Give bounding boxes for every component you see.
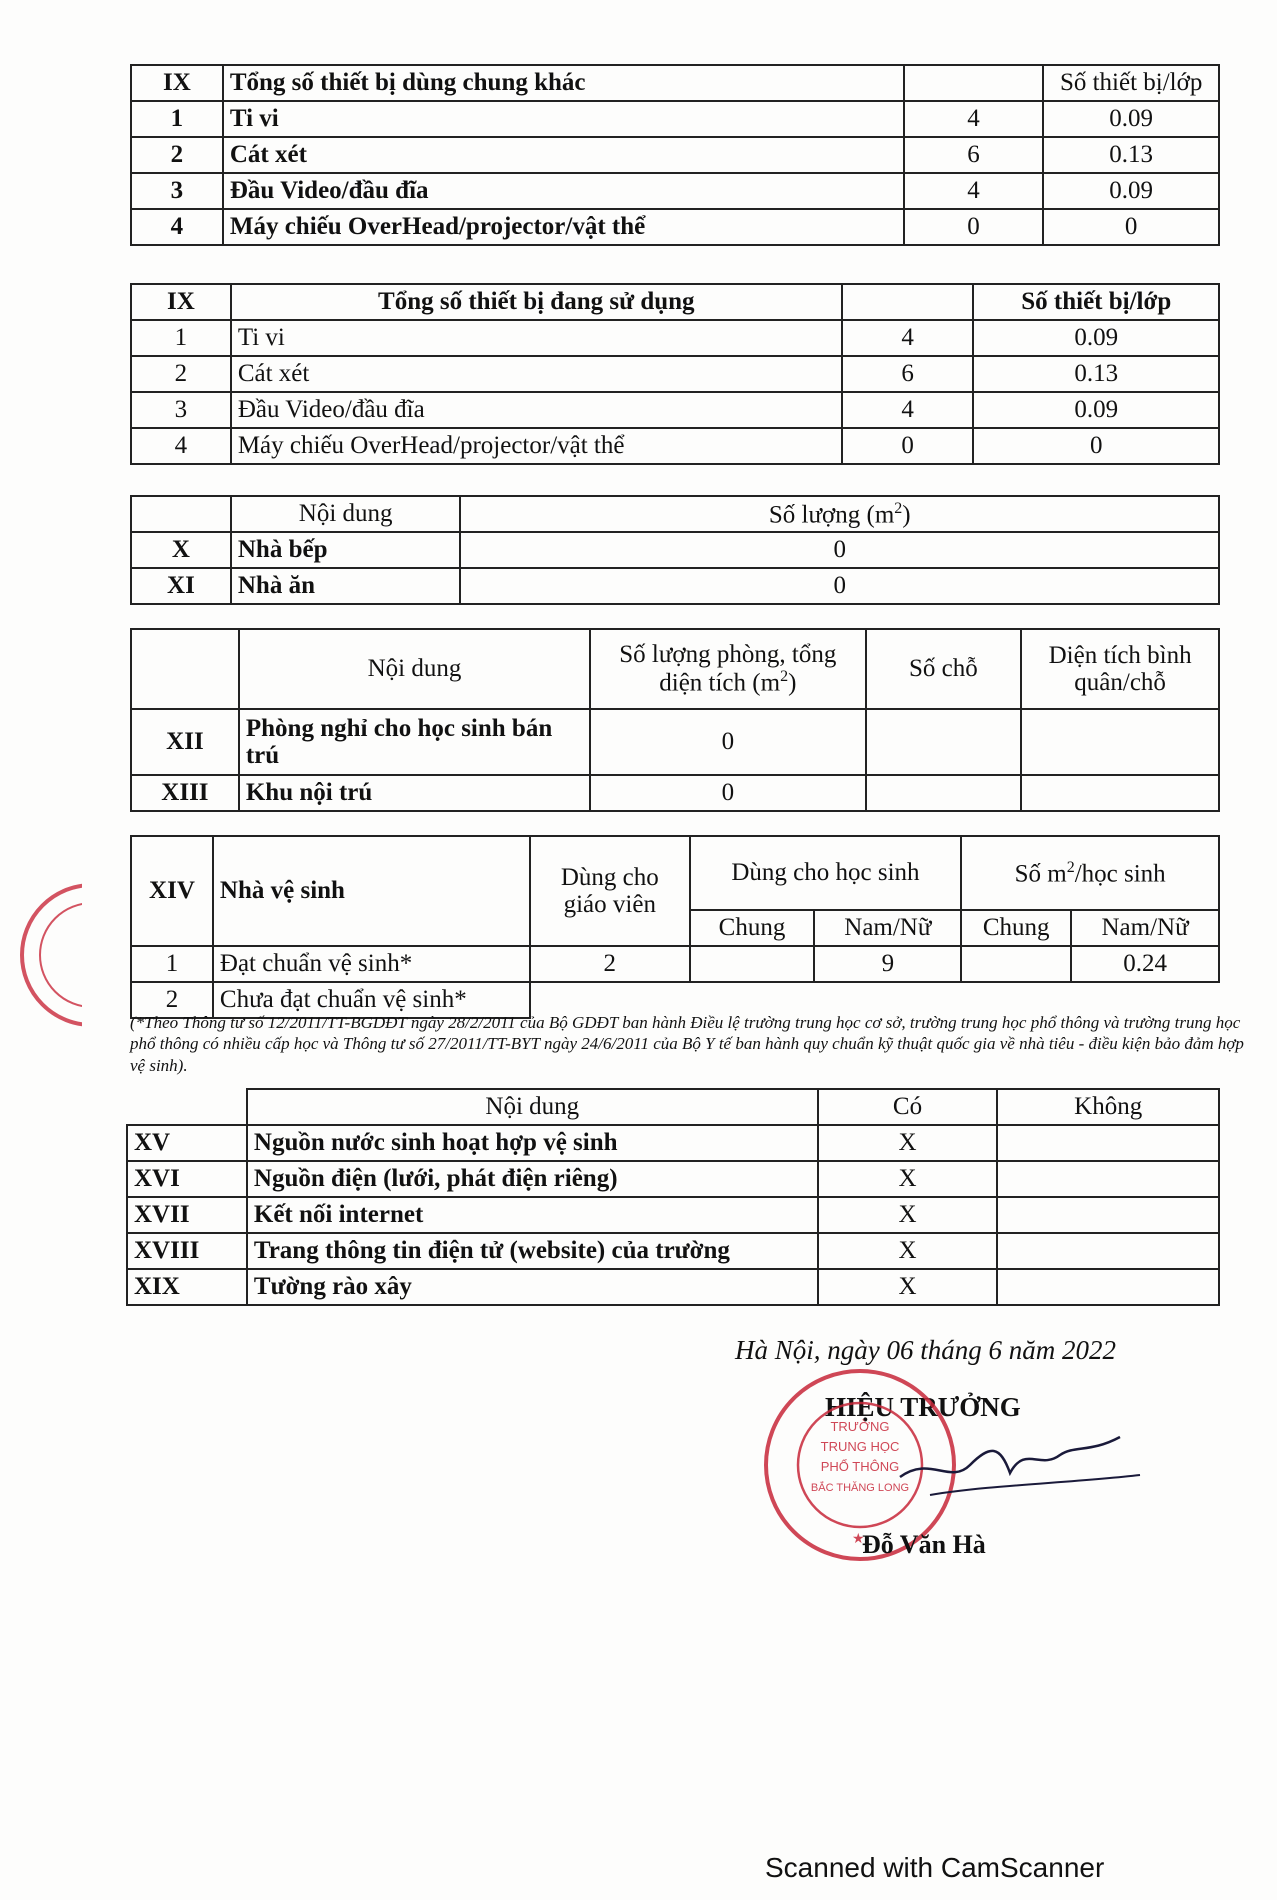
- row-number: XII: [131, 709, 239, 775]
- row-no: [997, 1161, 1219, 1197]
- row-number: XVI: [127, 1161, 247, 1197]
- row-avg: [1021, 775, 1219, 811]
- row-per-class: 0.09: [973, 320, 1219, 356]
- row-avg: [1021, 709, 1219, 775]
- no-header: Không: [997, 1089, 1219, 1125]
- gender-header: Nam/Nữ: [814, 910, 961, 946]
- empty-cell: [131, 629, 239, 709]
- row-label: Nguồn nước sinh hoạt hợp vệ sinh: [247, 1125, 818, 1161]
- row-per-class: 0: [1043, 209, 1219, 245]
- table-row: [131, 392, 1219, 428]
- avg-header-line1: Diện tích bình: [1048, 641, 1192, 669]
- rooms-header: [590, 629, 865, 709]
- row-per-class: 0.13: [1043, 137, 1219, 173]
- rooms-header-text: diện tích (m: [659, 669, 781, 697]
- signature-date: Hà Nội, ngày 06 tháng 6 năm 2022: [735, 1335, 1116, 1365]
- row-common: [690, 946, 815, 982]
- row-number: 3: [131, 173, 223, 209]
- svg-text:BẮC THĂNG LONG: BẮC THĂNG LONG: [810, 1482, 910, 1494]
- row-teacher: 2: [530, 946, 690, 982]
- amount-header-end: ): [902, 500, 911, 528]
- table-row: [131, 775, 1219, 811]
- svg-text:TRUNG HỌC: TRUNG HỌC: [820, 1439, 900, 1454]
- row-label: Trang thông tin điện tử (website) của trường: [247, 1233, 818, 1269]
- row-per-class: 0.09: [1043, 173, 1219, 209]
- row-label: Nguồn điện (lưới, phát điện riêng): [247, 1161, 818, 1197]
- empty-cell: [904, 65, 1044, 101]
- per-student-sup: 2: [1066, 858, 1075, 876]
- row-rooms: 0: [590, 709, 865, 775]
- row-label: Phòng nghỉ cho học sinh bán trú: [239, 709, 590, 775]
- avg-header-line2: quân/chỗ: [1074, 669, 1166, 696]
- svg-text:★: ★: [852, 1532, 865, 1547]
- row-number: XIII: [131, 775, 239, 811]
- amount-header-sup: 2: [894, 499, 903, 517]
- table-row: [127, 1269, 1219, 1305]
- svg-text:TRƯỜNG: TRƯỜNG: [830, 1419, 890, 1434]
- teacher-header: [530, 836, 690, 946]
- row-value: 0: [460, 568, 1219, 604]
- row-count: 0: [842, 428, 974, 464]
- row-count: 4: [904, 101, 1044, 137]
- row-count: 6: [904, 137, 1044, 173]
- row-label: Đầu Video/đầu đĩa: [223, 173, 904, 209]
- row-label: Máy chiếu OverHead/projector/vật thể: [223, 209, 904, 245]
- section-title: Tổng số thiết bị dùng chung khác: [223, 65, 904, 101]
- signature-title: HIỆU TRƯỞNG: [825, 1392, 1021, 1422]
- section-number: XIV: [131, 836, 213, 946]
- amount-header-text: Số lượng (m: [768, 500, 895, 528]
- row-count: 4: [842, 392, 974, 428]
- amount-header: [460, 496, 1219, 532]
- utilities-table: [126, 1088, 1220, 1306]
- row-gender: 9: [814, 946, 961, 982]
- per-class-header: Số thiết bị/lớp: [1043, 65, 1219, 101]
- common-header: Chung: [690, 910, 815, 946]
- content-header: Nội dung: [239, 629, 590, 709]
- row-common2: [961, 946, 1071, 982]
- row-no: [997, 1269, 1219, 1305]
- row-label: Cát xét: [231, 356, 842, 392]
- row-number: XV: [127, 1125, 247, 1161]
- row-seats: [866, 775, 1022, 811]
- row-number: 1: [131, 320, 231, 356]
- row-label: Đầu Video/đầu đĩa: [231, 392, 842, 428]
- row-number: 3: [131, 392, 231, 428]
- handwritten-signature: [890, 1415, 1150, 1505]
- svg-text:PHỔ THÔNG: PHỔ THÔNG: [820, 1459, 900, 1474]
- teacher-header-line1: Dùng cho: [560, 863, 659, 891]
- content-header: Nội dung: [231, 496, 461, 532]
- row-number: XIX: [127, 1269, 247, 1305]
- row-per-class: 0: [973, 428, 1219, 464]
- row-label: Ti vi: [231, 320, 842, 356]
- footnote: (*Theo Thông tư số 12/2011/TT-BGDĐT ngày 28/2/2011 của Bộ GDĐT ban hành Điều lệ trường trung học cơ sở, trường trung học phổ thông và trường trung học phổ thông có nhiều cấp học và Thông tư số 27/2011/TT-BYT ngày 24/6/2011 của Bộ Y tế ban hành quy chuẩn kỹ thuật quốc gia về nhà tiêu - điều kiện bảo đảm hợp vệ sinh).: [130, 1013, 1244, 1075]
- row-count: 0: [904, 209, 1044, 245]
- table-row: [131, 320, 1219, 356]
- row-label: Tường rào xây: [247, 1269, 818, 1305]
- section-number: IX: [131, 284, 231, 320]
- row-yes: X: [818, 1233, 998, 1269]
- row-number: 2: [131, 982, 213, 1018]
- row-rooms: 0: [590, 775, 865, 811]
- row-label: Nhà bếp: [231, 532, 461, 568]
- kitchen-dining-table: [130, 495, 1220, 605]
- row-label: Máy chiếu OverHead/projector/vật thể: [231, 428, 842, 464]
- table-row: [127, 1161, 1219, 1197]
- table-row: [131, 209, 1219, 245]
- row-number: 2: [131, 356, 231, 392]
- row-no: [997, 1125, 1219, 1161]
- table-row: [131, 946, 1219, 982]
- table-row: [131, 568, 1219, 604]
- partial-seal-stamp: [12, 870, 82, 1040]
- row-count: 4: [842, 320, 974, 356]
- row-number: X: [131, 532, 231, 568]
- equipment-shared-table: [130, 64, 1220, 246]
- row-yes: X: [818, 1197, 998, 1233]
- row-number: 2: [131, 137, 223, 173]
- table-row: [131, 532, 1219, 568]
- row-label: Kết nối internet: [247, 1197, 818, 1233]
- table-header-row: [131, 284, 1219, 320]
- content-header: Nội dung: [247, 1089, 818, 1125]
- row-number: 4: [131, 428, 231, 464]
- row-label: Ti vi: [223, 101, 904, 137]
- row-number: XI: [131, 568, 231, 604]
- rooms-header-sup: 2: [780, 668, 789, 686]
- row-no: [997, 1233, 1219, 1269]
- table-row: [127, 1233, 1219, 1269]
- section-title: Nhà vệ sinh: [213, 836, 530, 946]
- avg-area-header: [1021, 629, 1219, 709]
- row-per-class: 0.09: [973, 392, 1219, 428]
- table-header-row: [131, 496, 1219, 532]
- section-title: Tổng số thiết bị đang sử dụng: [231, 284, 842, 320]
- row-number: XVIII: [127, 1233, 247, 1269]
- equipment-in-use-table: [130, 283, 1220, 465]
- common-header: Chung: [961, 910, 1071, 946]
- row-number: 4: [131, 209, 223, 245]
- table-header-row: [131, 836, 1219, 910]
- row-value: 0: [460, 532, 1219, 568]
- row-yes: X: [818, 1125, 998, 1161]
- row-seats: [866, 709, 1022, 775]
- boarding-rooms-table: [130, 628, 1220, 812]
- table-row: [131, 428, 1219, 464]
- row-label: Khu nội trú: [239, 775, 590, 811]
- row-no: [997, 1197, 1219, 1233]
- row-per-class: 0.09: [1043, 101, 1219, 137]
- section-number: IX: [131, 65, 223, 101]
- per-student-end: /học sinh: [1074, 859, 1166, 887]
- scanner-footer: Scanned with CamScanner: [765, 1852, 1105, 1883]
- row-number: XVII: [127, 1197, 247, 1233]
- students-header: Dùng cho học sinh: [690, 836, 962, 910]
- per-student-text: Số m: [1014, 859, 1067, 887]
- rooms-header-line2: [597, 668, 858, 697]
- yes-header: Có: [818, 1089, 998, 1125]
- table-header-row: [131, 65, 1219, 101]
- gender-header: Nam/Nữ: [1071, 910, 1219, 946]
- teacher-header-line2: giáo viên: [563, 891, 656, 918]
- row-number: 1: [131, 101, 223, 137]
- row-gender2: 0.24: [1071, 946, 1219, 982]
- row-yes: X: [818, 1161, 998, 1197]
- table-row: [127, 1125, 1219, 1161]
- toilet-table: [130, 835, 1220, 1019]
- row-label: Chưa đạt chuẩn vệ sinh*: [213, 982, 530, 1018]
- rooms-header-line1: Số lượng phòng, tổng: [619, 640, 837, 668]
- row-label: Cát xét: [223, 137, 904, 173]
- per-student-header: [961, 836, 1219, 910]
- row-number: 1: [131, 946, 213, 982]
- row-count: 4: [904, 173, 1044, 209]
- table-row: [127, 1197, 1219, 1233]
- row-yes: X: [818, 1269, 998, 1305]
- table-header-row: [131, 629, 1219, 709]
- table-row: [131, 356, 1219, 392]
- seats-header: Số chỗ: [866, 629, 1022, 709]
- table-header-row: [127, 1089, 1219, 1125]
- empty-cell: [131, 496, 231, 532]
- signatory-name: Đỗ Văn Hà: [862, 1530, 986, 1559]
- row-count: 6: [842, 356, 974, 392]
- table-row: [131, 137, 1219, 173]
- per-class-header: Số thiết bị/lớp: [973, 284, 1219, 320]
- row-label: Đạt chuẩn vệ sinh*: [213, 946, 530, 982]
- table-row: [131, 101, 1219, 137]
- row-per-class: 0.13: [973, 356, 1219, 392]
- table-row: [131, 709, 1219, 775]
- empty-cell: [842, 284, 974, 320]
- table-row: [131, 173, 1219, 209]
- empty-cell: [127, 1089, 247, 1125]
- row-label: Nhà ăn: [231, 568, 461, 604]
- rooms-header-end: ): [788, 669, 797, 697]
